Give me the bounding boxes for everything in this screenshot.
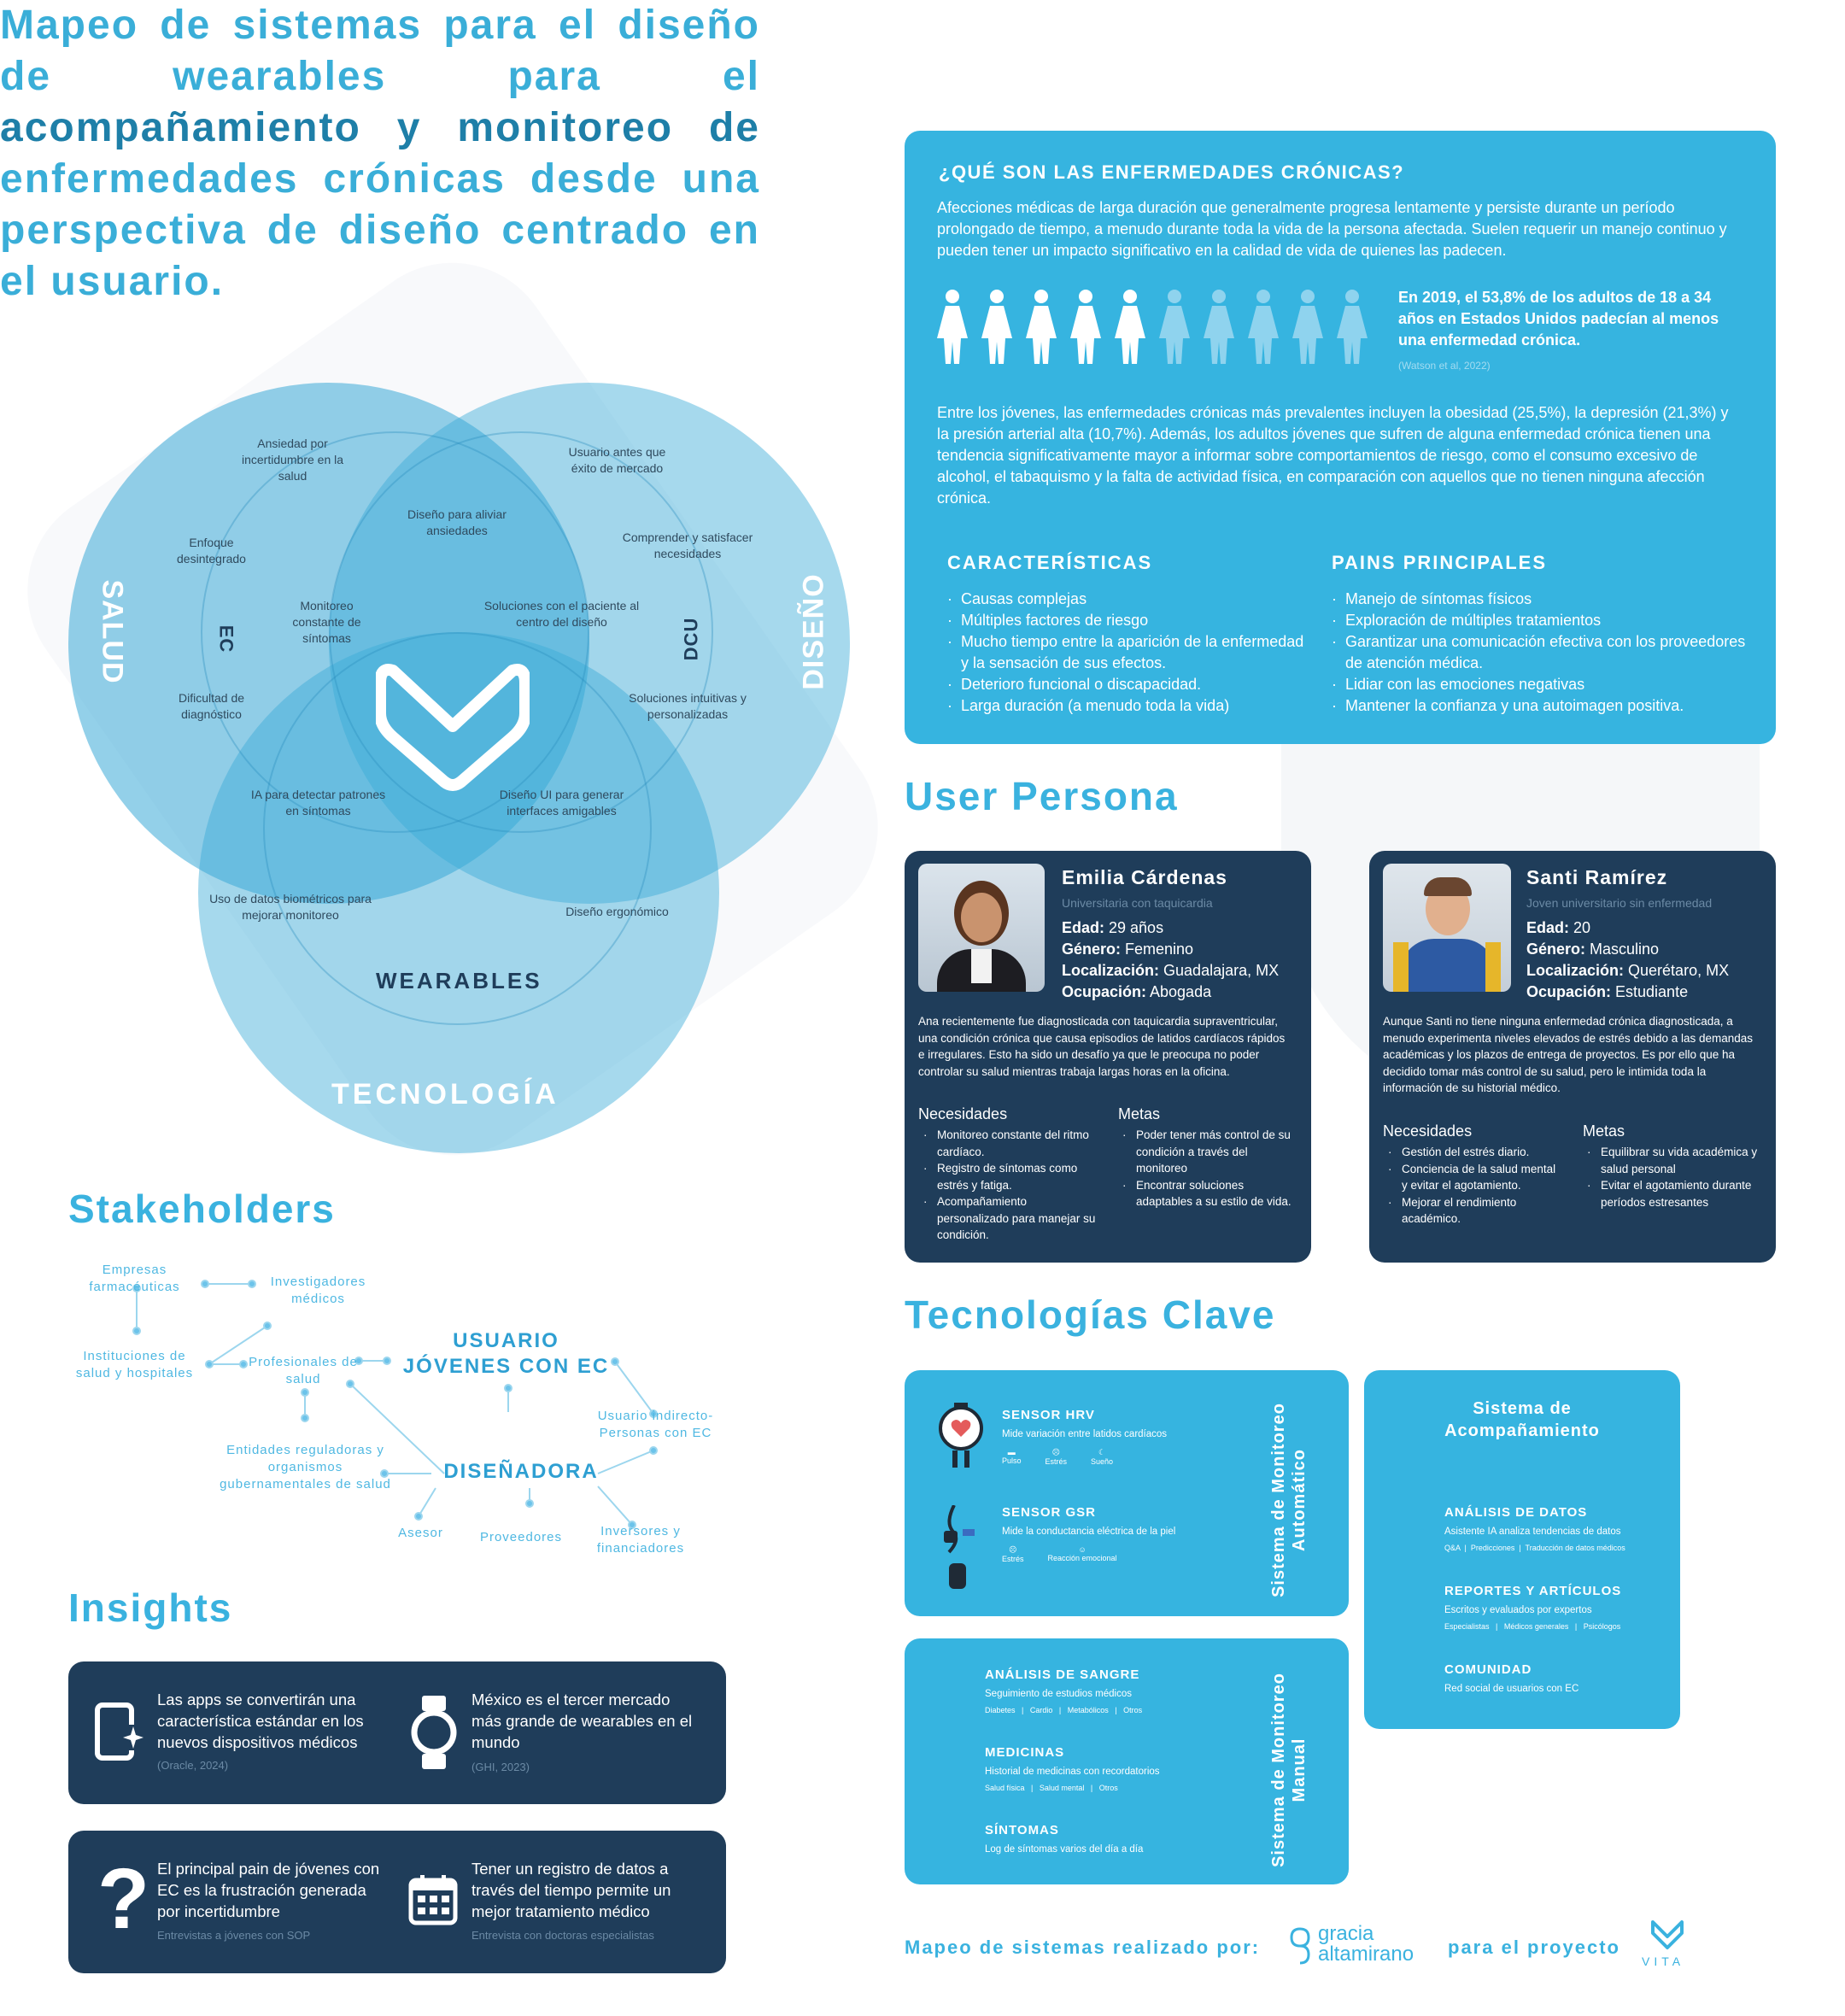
pains-title: PAINS PRINCIPALES xyxy=(1332,552,1547,573)
persona-name: Emilia Cárdenas xyxy=(1062,866,1227,888)
list-item: · Encontrar soluciones adaptables a su estilo de vida. xyxy=(1112,1177,1296,1210)
emotion-metric: ☺ Reacción emocional xyxy=(1047,1545,1117,1562)
venn-item: Dificultad de diagnóstico xyxy=(178,691,245,721)
persona-description: Aunque Santi no tiene ninguna enfermedad crónica diagnosticada, a menudo experimenta niveles elevados de estrés debido a las demandas académicas y los plazos de entrega de proyectos. Es por ello que ha decidido tomar más control de su salud, pero le intimida toda la información de su historial médico. xyxy=(1383,1015,1754,1094)
needs-title: Necesidades xyxy=(918,1105,1008,1122)
list-item: · Equilibrar su vida académica y salud personal xyxy=(1577,1144,1760,1177)
question-icon: ? xyxy=(97,1851,150,1947)
person-empty-icon xyxy=(1337,289,1368,364)
persona-card-emilia xyxy=(905,851,1311,1263)
insight-source: Entrevista con doctoras especialistas xyxy=(472,1929,654,1942)
venn-item: Diseño para aliviar ansiedades xyxy=(407,507,507,537)
auto-monitoring-label: Sistema de Monitoreo Automático xyxy=(1269,1403,1309,1597)
venn-label-diseno: DISEÑO xyxy=(797,573,830,690)
venn-label-dcu: DCU xyxy=(680,617,702,661)
list-item: · Manejo de síntomas físicos xyxy=(1321,589,1748,610)
list-item: · Gestión del estrés diario. xyxy=(1378,1144,1561,1161)
persona-facts: Edad: 29 años Género: Femenino Localización: Guadalajara, MX Ocupación: Abogada xyxy=(1062,919,1280,1000)
list-item: · Garantizar una comunicación efectiva con los proveedores de atención médica. xyxy=(1321,631,1748,674)
venn-item: Ansiedad por incertidumbre en la salud xyxy=(241,437,344,483)
hrv-sensor-icon xyxy=(935,1403,987,1471)
insight-text: México es el tercer mercado más grande de wearables en el mundo xyxy=(472,1691,693,1751)
tablet-sparkle-icon xyxy=(94,1702,147,1762)
needs-list xyxy=(1378,1144,1561,1228)
community: COMUNIDAD Red social de usuarios con EC xyxy=(1444,1662,1579,1694)
smartwatch-icon xyxy=(410,1694,458,1771)
characteristics-list xyxy=(937,589,1304,717)
page-title: Mapeo de sistemas para el diseño de wearables para el acompañamiento y monitoreo de enfermedades crónicas desde una perspectiva de diseño centrado en el usuario. xyxy=(0,3,760,304)
person-filled-icon xyxy=(937,289,968,364)
chronic-stat: En 2019, el 53,8% de los adultos de 18 a 34 años en Estados Unidos padecían al menos una enfermedad crónica. xyxy=(1398,289,1719,349)
pulse-metric: ▬ Pulso xyxy=(1002,1448,1022,1465)
venn-label-wearables: WEARABLES xyxy=(376,968,542,993)
face-icon: ☹ xyxy=(1009,1545,1017,1554)
moon-icon: ☾ xyxy=(1098,1448,1106,1456)
venn-item: Soluciones con el paciente al centro del diseño xyxy=(483,599,640,629)
list-item: · Evitar el agotamiento durante períodos estresantes xyxy=(1577,1177,1760,1210)
people-pictogram xyxy=(937,289,1381,366)
person-empty-icon xyxy=(1159,289,1190,364)
venn-label-ec: EC xyxy=(215,624,237,653)
list-item: · Mucho tiempo entre la aparición de la enfermedad y la sensación de sus efectos. xyxy=(937,631,1304,674)
face-icon: ☹ xyxy=(1051,1448,1060,1456)
person-filled-icon xyxy=(981,289,1012,364)
persona-subtitle: Universitaria con taquicardia xyxy=(1062,896,1213,910)
characteristics-title: CARACTERÍSTICAS xyxy=(947,552,1153,573)
venn-label-tecnologia: TECNOLOGÍA xyxy=(331,1078,559,1111)
accompaniment-card xyxy=(1364,1370,1680,1729)
stakeholder-instituciones: Instituciones de salud y hospitales xyxy=(75,1349,194,1380)
person-filled-icon xyxy=(1070,289,1101,364)
list-item: · Múltiples factores de riesgo xyxy=(937,610,1304,631)
venn-item: Enfoque desintegrado xyxy=(177,536,246,566)
hrv-sensor: SENSOR HRV Mide variación entre latidos cardíacos ▬ Pulso ☹ Estrés ☾ Sueño xyxy=(1002,1408,1168,1466)
insights-card-2 xyxy=(68,1831,726,1973)
venn-item: IA para detectar patrones en síntomas xyxy=(250,788,386,818)
persona-card-santi xyxy=(1369,851,1776,1263)
manual-monitoring-label: Sistema de Monitoreo Manual xyxy=(1269,1673,1309,1867)
insight-text: Tener un registro de datos a través del tiempo permite un mejor tratamiento médico xyxy=(472,1860,671,1920)
goals-list xyxy=(1112,1127,1296,1210)
avatar xyxy=(918,864,1045,992)
gsr-sensor-icon xyxy=(937,1505,980,1591)
accompaniment-title: Sistema de Acompañamiento xyxy=(1444,1399,1600,1440)
chronic-diseases-card xyxy=(905,131,1776,744)
venn-item: Diseño ergonómico xyxy=(565,905,669,918)
medicines: MEDICINAS Historial de medicinas con recordatorios Salud física | Salud mental | Otros xyxy=(985,1745,1160,1792)
goals-title: Metas xyxy=(1118,1105,1161,1122)
insight-source: Entrevistas a jóvenes con SOP xyxy=(157,1929,311,1942)
goals-title: Metas xyxy=(1583,1122,1625,1140)
stakeholder-indirecto: Usuario indirecto- Personas con EC xyxy=(597,1409,714,1440)
gracia-logo-text: gracia altamirano xyxy=(1318,1922,1414,1966)
list-item: · Monitoreo constante del ritmo cardíaco. xyxy=(913,1127,1097,1160)
blood-analysis: ANÁLISIS DE SANGRE Seguimiento de estudios médicos Diabetes | Cardio | Metabólicos | Otros xyxy=(985,1667,1143,1714)
avatar xyxy=(1383,864,1511,992)
chronic-definition: Afecciones médicas de larga duración que generalmente progresa lentamente y persiste durante un período prolongado de tiempo, a menudo durante toda la vida de la persona afectada. Suelen requerir un manejo continuo y pueden tener un impacto significativo en la calidad de vida de quienes las padecen. xyxy=(937,199,1727,259)
venn-item: Diseño UI para generar interfaces amigables xyxy=(499,788,624,818)
list-item: · Larga duración (a menudo toda la vida) xyxy=(937,695,1304,717)
stakeholder-disenadora: DISEÑADORA xyxy=(443,1460,599,1483)
stakeholder-investigadores: Investigadores médicos xyxy=(270,1275,366,1306)
insight-text: Las apps se convertirán una característica estándar en los nuevos dispositivos médicos xyxy=(157,1691,364,1751)
list-item: · Acompañamiento personalizado para manejar su condición. xyxy=(913,1193,1097,1244)
venn-item: Soluciones intuitivas y personalizadas xyxy=(629,691,747,721)
stress-metric: ☹ Estrés xyxy=(1002,1545,1024,1563)
list-item: · Causas complejas xyxy=(937,589,1304,610)
venn-item: Monitoreo constante de síntomas xyxy=(292,599,361,645)
list-item: · Exploración de múltiples tratamientos xyxy=(1321,610,1748,631)
footer-project: para el proyecto xyxy=(1448,1937,1620,1958)
pains-list xyxy=(1321,589,1748,717)
person-filled-icon xyxy=(1026,289,1057,364)
person-empty-icon xyxy=(1292,289,1323,364)
list-item: · Registro de síntomas como estrés y fatiga. xyxy=(913,1160,1097,1193)
persona-facts: Edad: 20 Género: Masculino Localización: Querétaro, MX Ocupación: Estudiante xyxy=(1526,919,1730,1000)
persona-subtitle: Joven universitario sin enfermedad xyxy=(1526,896,1713,910)
stakeholder-proveedores: Proveedores xyxy=(479,1530,563,1544)
list-item: · Conciencia de la salud mental y evitar el agotamiento. xyxy=(1378,1161,1561,1194)
venn-label-salud: SALUD xyxy=(96,579,129,684)
chronic-prevalence: Entre los jóvenes, las enfermedades crónicas más prevalentes incluyen la obesidad (25,5%), la depresión (21,3%) y la presión arterial alta (10,7%). Además, los adultos jóvenes que sufren de alguna enfermedad crónica tienen una tendencia significativamente mayor a informar sobre comportamientos de riesgo, como el consumo excesivo de alcohol, el tabaquismo y la falta de actividad física, en comparación con aquellos que no tienen ninguna afección crónica. xyxy=(937,404,1729,507)
stakeholders-title: Stakeholders xyxy=(68,1187,336,1231)
needs-title: Necesidades xyxy=(1383,1122,1473,1140)
person-empty-icon xyxy=(1204,289,1234,364)
chronic-title: ¿QUÉ SON LAS ENFERMEDADES CRÓNICAS? xyxy=(939,161,1405,183)
manual-monitoring-card xyxy=(905,1638,1349,1884)
person-empty-icon xyxy=(1248,289,1279,364)
persona-description: Ana recientemente fue diagnosticada con taquicardia supraventricular, una condición crónica que causa episodios de latidos cardíacos rápidos e irregulares. Esto ha sido un desafío ya que le preocupa no poder controlar su salud mientras trabaja largas horas en la oficina. xyxy=(918,1015,1286,1078)
venn-item: Uso de datos biométricos para mejorar monitoreo xyxy=(209,892,372,922)
stakeholder-entidades: Entidades reguladoras y organismos gubernamentales de salud xyxy=(220,1443,391,1491)
needs-list xyxy=(913,1127,1097,1244)
insights-title: Insights xyxy=(68,1585,233,1630)
stress-metric: ☹ Estrés xyxy=(1045,1448,1068,1466)
data-analysis: ANÁLISIS DE DATOS Asistente IA analiza tendencias de datos Q&A | Predicciones | Traducción de datos médicos xyxy=(1444,1505,1625,1552)
list-item: · Poder tener más control de su condición a través del monitoreo xyxy=(1112,1127,1296,1177)
sleep-metric: ☾ Sueño xyxy=(1091,1448,1114,1466)
insight-source: (Oracle, 2024) xyxy=(157,1759,229,1772)
auto-monitoring-card xyxy=(905,1370,1349,1616)
stakeholder-asesor: Asesor xyxy=(398,1526,443,1540)
venn-item: Comprender y satisfacer necesidades xyxy=(622,530,753,560)
chronic-stat-source: (Watson et al, 2022) xyxy=(1398,360,1491,372)
person-filled-icon xyxy=(1115,289,1145,364)
symptoms: SÍNTOMAS Log de síntomas varios del día a día xyxy=(985,1823,1144,1855)
vita-logo-icon xyxy=(376,653,530,794)
insight-text: El principal pain de jóvenes con EC es la frustración generada por incertidumbre xyxy=(157,1860,380,1920)
list-item: · Mantener la confianza y una autoimagen positiva. xyxy=(1321,695,1748,717)
tech-section-title: Tecnologías Clave xyxy=(905,1292,1276,1337)
list-item: · Lidiar con las emociones negativas xyxy=(1321,674,1748,695)
goals-list xyxy=(1577,1144,1760,1210)
calendar-icon xyxy=(408,1873,458,1926)
list-item: · Deterioro funcional o discapacidad. xyxy=(937,674,1304,695)
stakeholder-usuario: USUARIO JÓVENES CON EC xyxy=(402,1329,610,1378)
pulse-icon: ▬ xyxy=(1007,1448,1016,1456)
venn-item: Usuario antes que éxito de mercado xyxy=(568,445,666,475)
reports-articles: REPORTES Y ARTÍCULOS Escritos y evaluados por expertos Especialistas | Médicos generales | Psicólogos xyxy=(1444,1584,1622,1631)
gracia-logo-icon xyxy=(1288,1925,1312,1966)
insight-source: (GHI, 2023) xyxy=(472,1761,530,1773)
insights-card-1 xyxy=(68,1661,726,1804)
face-icon: ☺ xyxy=(1078,1545,1086,1554)
footer-credit: Mapeo de sistemas realizado por: xyxy=(905,1937,1261,1958)
stakeholder-inversores: Inversores y financiadores xyxy=(596,1524,685,1556)
stakeholder-empresas: Empresas farmacéuticas xyxy=(89,1263,180,1294)
persona-name: Santi Ramírez xyxy=(1526,866,1668,888)
gsr-sensor: SENSOR GSR Mide la conductancia eléctrica de la piel ☹ Estrés ☺ Reacción emocional xyxy=(1002,1505,1176,1563)
vita-logo-text: VITA xyxy=(1642,1954,1685,1968)
stakeholder-profesionales: Profesionales de salud xyxy=(249,1355,358,1386)
persona-section-title: User Persona xyxy=(905,774,1179,818)
vita-logo-icon xyxy=(1649,1918,1686,1952)
list-item: · Mejorar el rendimiento académico. xyxy=(1378,1194,1561,1228)
